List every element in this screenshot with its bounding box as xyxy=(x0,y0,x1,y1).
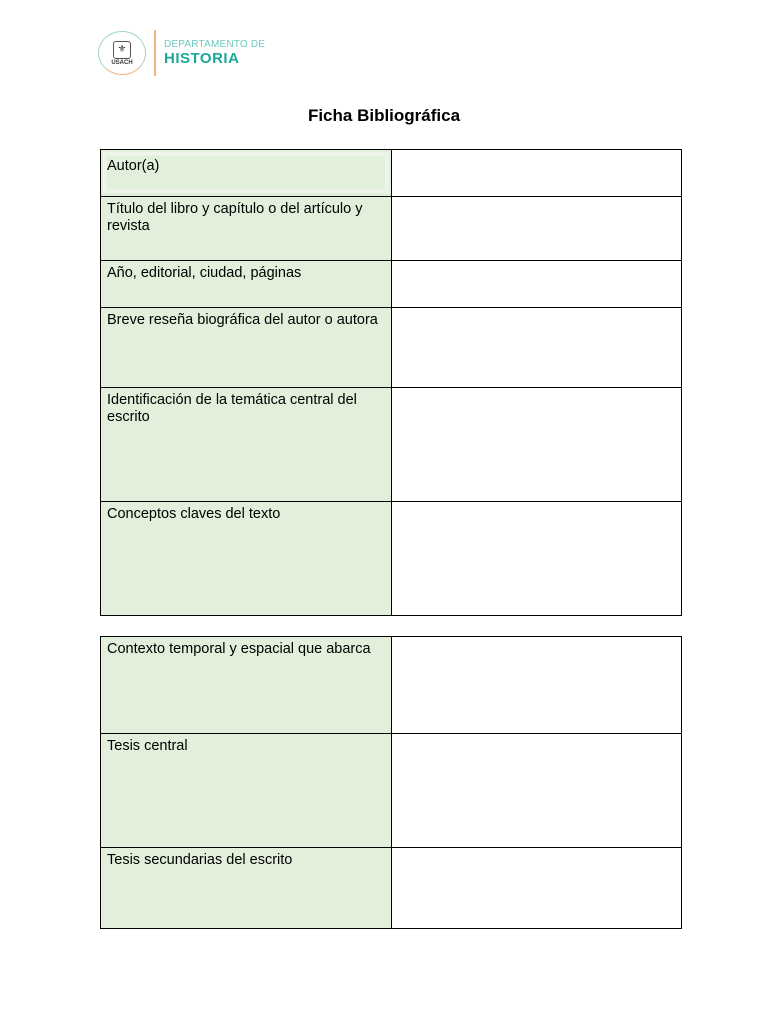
table-row xyxy=(101,261,682,308)
field-value[interactable] xyxy=(392,261,682,308)
table-row xyxy=(101,308,682,388)
field-label: Identificación de la temática central del escrito xyxy=(101,388,392,502)
usach-seal-icon xyxy=(98,31,146,75)
field-label: Contexto temporal y espacial que abarca xyxy=(101,637,392,734)
field-label: Tesis central xyxy=(101,734,392,848)
department-name: HISTORIA xyxy=(164,50,240,67)
bibliographic-table-2 xyxy=(100,636,682,929)
field-value[interactable] xyxy=(392,637,682,734)
table-row xyxy=(101,637,682,734)
field-value[interactable] xyxy=(392,308,682,388)
field-value[interactable] xyxy=(392,848,682,929)
crest-icon: ⚜ xyxy=(113,41,131,59)
field-label: Conceptos claves del texto xyxy=(101,502,392,616)
table-row xyxy=(101,150,682,197)
field-value[interactable] xyxy=(392,388,682,502)
logo-divider xyxy=(154,30,156,76)
table-row xyxy=(101,197,682,261)
table-row xyxy=(101,388,682,502)
field-label: Título del libro y capítulo o del artículo y revista xyxy=(101,197,392,261)
field-label: Autor(a) xyxy=(107,156,385,189)
seal-text: USACH xyxy=(111,59,133,66)
field-label: Breve reseña biográfica del autor o autora xyxy=(101,308,392,388)
field-label: Tesis secundarias del escrito xyxy=(101,848,392,929)
field-label: Año, editorial, ciudad, páginas xyxy=(101,261,392,308)
department-label: DEPARTAMENTO DE xyxy=(164,39,266,50)
field-value[interactable] xyxy=(392,150,682,197)
field-value[interactable] xyxy=(392,197,682,261)
table-row xyxy=(101,734,682,848)
department-logo xyxy=(98,30,265,76)
page-title: Ficha Bibliográfica xyxy=(307,106,461,125)
field-value[interactable] xyxy=(392,734,682,848)
field-value[interactable] xyxy=(392,502,682,616)
table-row xyxy=(101,848,682,929)
table-row xyxy=(101,502,682,616)
bibliographic-table-1 xyxy=(100,149,682,616)
